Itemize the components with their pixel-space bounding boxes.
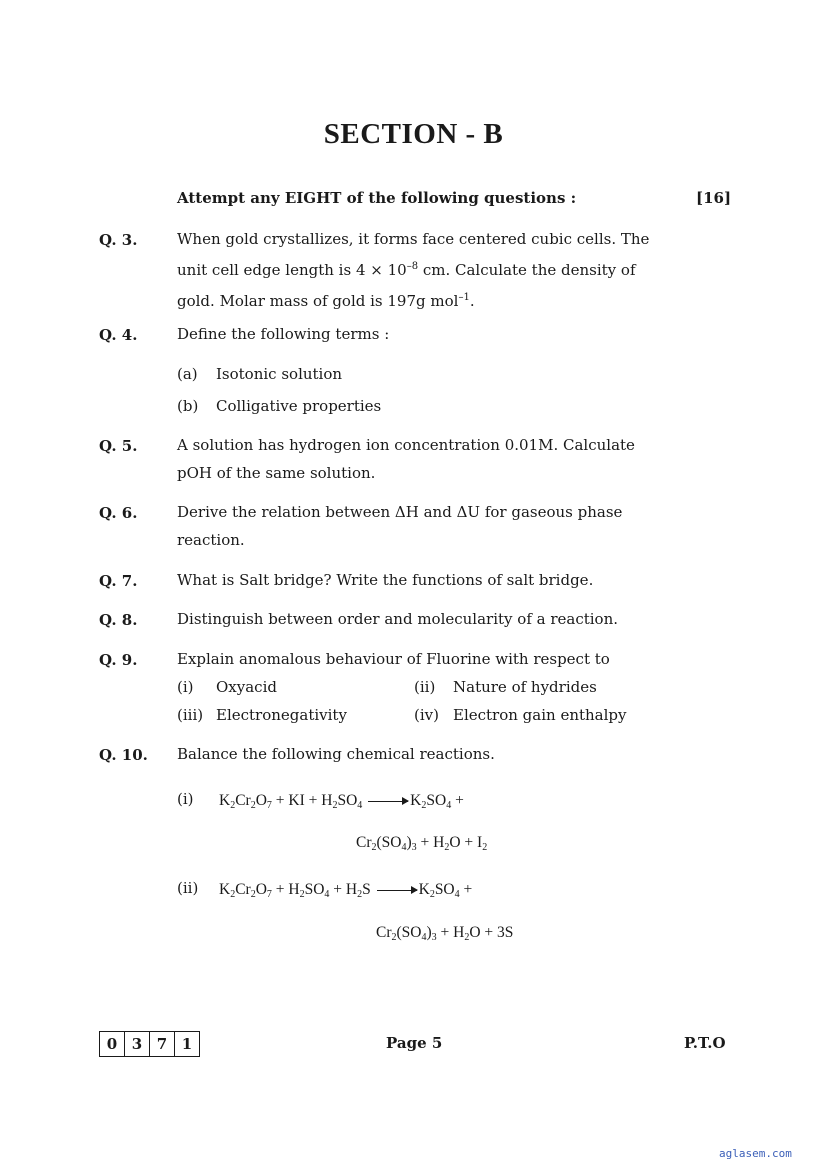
pto-label: P.T.O (684, 1034, 726, 1052)
text-line: gold. Molar mass of gold is 197g mol$^{-1}$. (177, 292, 475, 310)
sub-label: (iii) (177, 706, 204, 724)
question-number: Q. 7. (99, 572, 138, 590)
page-number: Page 5 (386, 1034, 443, 1052)
text-line: pOH of the same solution. (177, 464, 376, 482)
paper-code-box (99, 1031, 200, 1057)
section-title: SECTION - B (323, 118, 504, 150)
equation-line: $K_2Cr_2O_7 + H_2SO_4 + H_2S$ $K_2SO_4$ + (219, 881, 473, 900)
text-line: Derive the relation between ΔH and ΔU for gaseous phase (177, 503, 623, 521)
question-text: Distinguish between order and molecularity of a reaction. (177, 610, 619, 628)
sub-label: (a) (177, 365, 198, 383)
text-line: A solution has hydrogen ion concentration 0.01M. Calculate (177, 436, 635, 454)
watermark: aglasem.com (719, 1147, 792, 1160)
sub-item: Electronegativity (216, 706, 347, 724)
question-number: Q. 6. (99, 504, 138, 522)
code-digit: 1 (181, 1035, 193, 1053)
text-line: reaction. (177, 531, 245, 549)
question-number: Q. 3. (99, 231, 138, 249)
equation-line: $K_2Cr_2O_7$ + KI + $H_2SO_4$ $K_2SO_4$ + (219, 792, 464, 811)
sub-item: Oxyacid (216, 678, 277, 696)
question-number: Q. 8. (99, 611, 138, 629)
question-number: Q. 4. (99, 326, 138, 344)
sub-label: (i) (177, 790, 194, 808)
reaction-arrow (377, 890, 417, 891)
question-text: Define the following terms : (177, 325, 390, 343)
marks: [16] (696, 189, 732, 207)
instruction: Attempt any EIGHT of the following questions : (177, 189, 577, 207)
sub-label: (i) (177, 678, 194, 696)
sub-item: Electron gain enthalpy (453, 706, 627, 724)
sub-item: Nature of hydrides (453, 678, 597, 696)
code-digit: 7 (150, 1032, 175, 1056)
equation-line: $Cr_2(SO_4)_3 + H_2O + I_2$ (356, 834, 488, 853)
sub-label: (b) (177, 397, 199, 415)
question-text (177, 225, 651, 315)
sub-item: Colligative properties (216, 397, 382, 415)
question-text (177, 498, 651, 554)
code-digit: 3 (125, 1032, 150, 1056)
question-number: Q. 10. (99, 746, 148, 764)
question-number: Q. 5. (99, 437, 138, 455)
reaction-arrow (368, 801, 408, 802)
question-text: What is Salt bridge? Write the functions of salt bridge. (177, 571, 594, 589)
sub-item: Isotonic solution (216, 365, 343, 383)
question-text: Explain anomalous behaviour of Fluorine with respect to (177, 650, 610, 668)
question-text: Balance the following chemical reactions. (177, 745, 495, 763)
code-digit: 0 (100, 1032, 125, 1056)
question-text (177, 431, 651, 487)
question-number: Q. 9. (99, 651, 138, 669)
equation-line: $Cr_2(SO_4)_3 + H_2O + 3S$ (376, 924, 514, 943)
sub-label: (ii) (177, 879, 199, 897)
sub-label: (ii) (414, 678, 436, 696)
text-line: When gold crystallizes, it forms face centered cubic cells. The (177, 230, 650, 248)
sub-label: (iv) (414, 706, 439, 724)
text-line: unit cell edge length is $4 \times 10^{-8}$ cm. Calculate the density of (177, 261, 636, 279)
